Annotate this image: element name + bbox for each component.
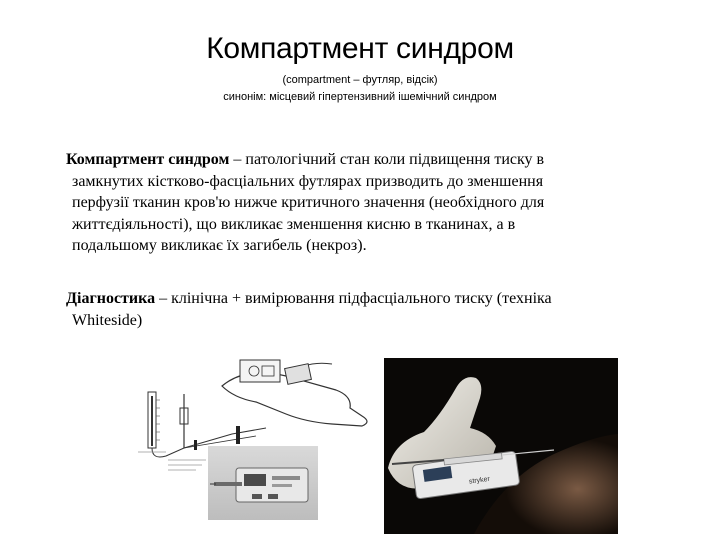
definition-term: Компартмент синдром [66, 151, 230, 168]
definition-paragraph [66, 149, 686, 257]
diagnostics-line-2: Whiteside) [72, 311, 143, 329]
definition-line-5: подальшому викликає їх загибель (некроз). [72, 237, 367, 254]
definition-line-3: перфузії тканин кров'ю нижче критичного значення (необхідного для [72, 194, 545, 211]
diagnostics-paragraph [66, 288, 686, 331]
slide-subtitle-synonym: синонім: місцевий гіпертензивний ішемічний синдром [223, 91, 497, 103]
definition-line-4: життєдіяльності), що викликає зменшення кисню в тканинах, а в [72, 215, 516, 233]
device-brand-label: stryker [468, 475, 491, 486]
diagnostics-term: Діагностика [66, 290, 156, 307]
needle-insertion-photo-icon [384, 358, 618, 534]
slide-subtitle-translation: (compartment – футляр, відсік) [282, 74, 438, 86]
definition-line-2: замкнутих кістково-фасціальних футлярах призводить до зменшення [72, 172, 544, 190]
definition-line-1: Компартмент синдром – патологічний стан коли підвищення тиску в [66, 151, 545, 168]
slide-title: Компартмент синдром [206, 32, 514, 65]
diagnostics-line-1: Діагностика – клінічна + вимірювання підфасціального тиску (техніка [66, 290, 552, 307]
pressure-monitor-device-icon [208, 446, 318, 520]
